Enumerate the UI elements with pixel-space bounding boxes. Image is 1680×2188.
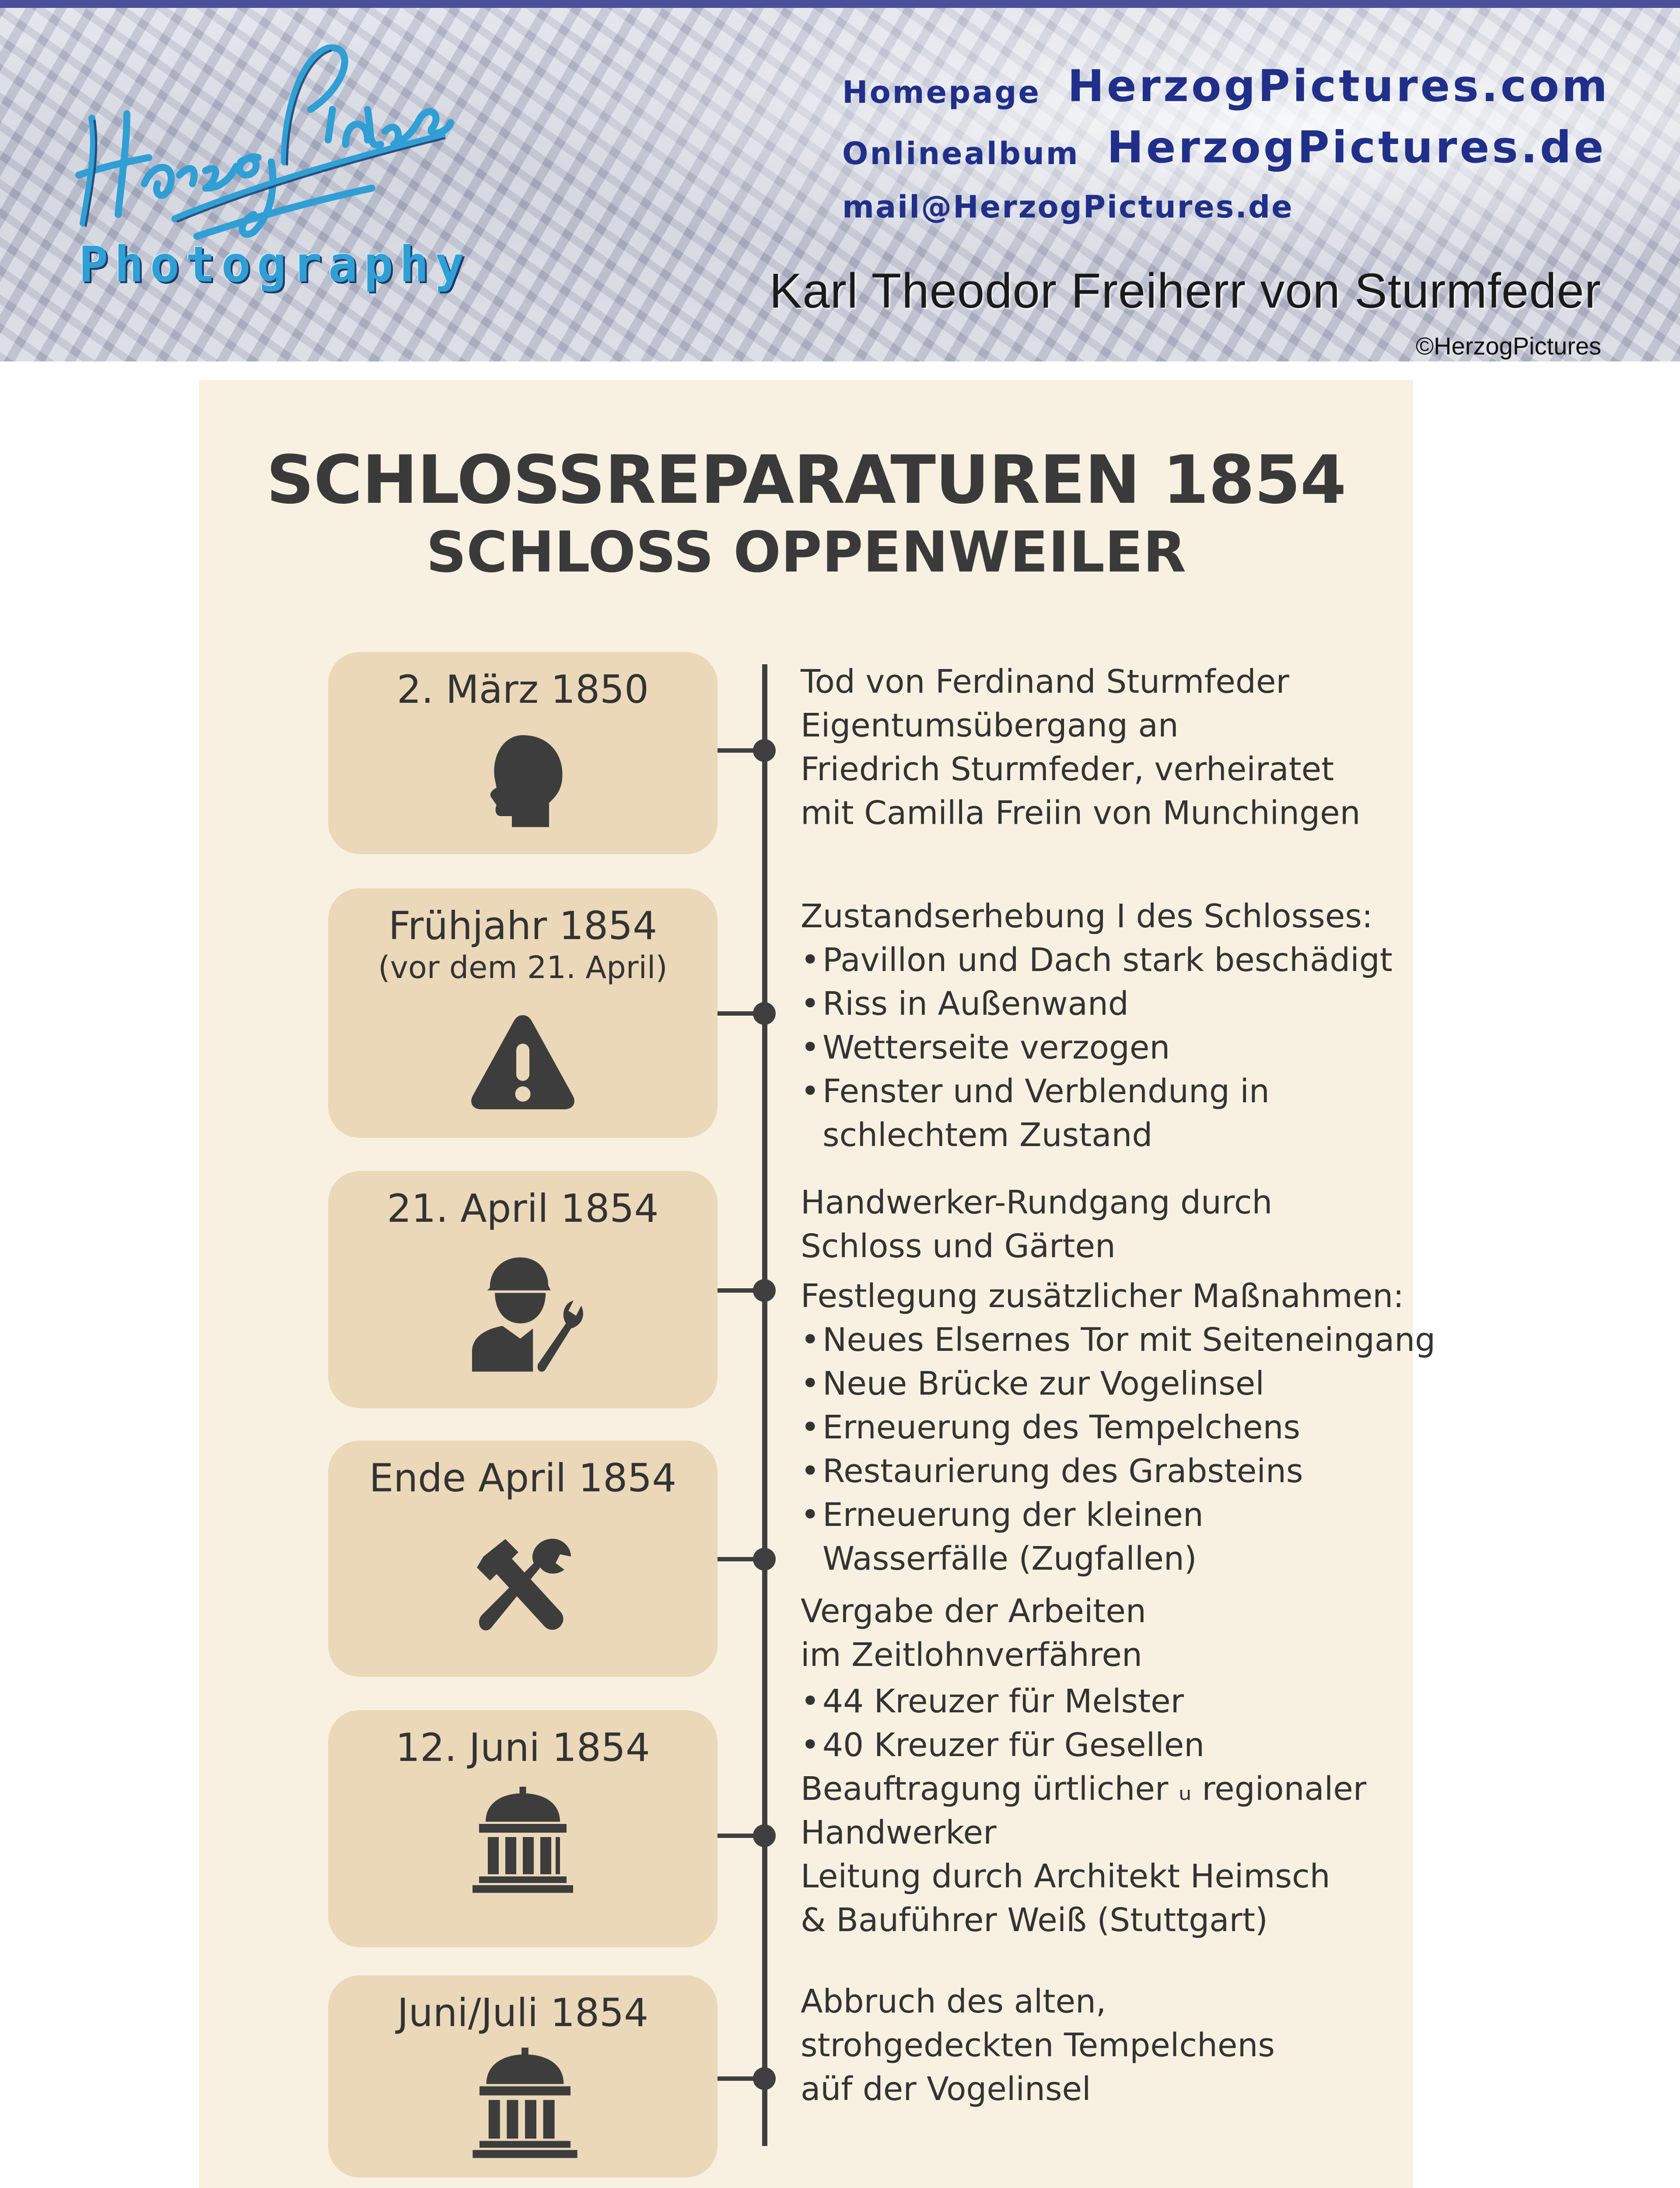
description-line: Handwerker-Rundgang durch — [801, 1184, 1273, 1221]
timeline-line — [762, 664, 767, 2146]
logo-wordmark: Photography — [79, 236, 471, 293]
description-bullet: • Riss in Außenwand — [801, 982, 1387, 1026]
description-continuation: schlechtem Zustand — [822, 1116, 1153, 1154]
worker-wrench-icon — [459, 1250, 586, 1377]
homepage-label: Homepage — [842, 74, 1041, 110]
description-bullet: • Wetterseite verzogen — [801, 1026, 1387, 1069]
description-bullet: • Neue Brücke zur Vogelinsel — [801, 1362, 1387, 1406]
description-bullet: • Fenster und Verblendung in — [801, 1069, 1387, 1113]
description-bullet: • Neues Elsernes Tor mit Seiteneingang — [801, 1318, 1387, 1362]
description-line: mit Camilla Freiin von Munchingen — [801, 794, 1361, 832]
header-copyright: ©HerzogPictures — [1415, 332, 1601, 360]
event-card — [328, 1710, 718, 1947]
event-date: Frühjahr 1854 — [388, 903, 658, 948]
description-line: aüf der Vogelinsel — [801, 2070, 1091, 2108]
dome-building-icon — [468, 1785, 578, 1894]
timeline-dot — [753, 1824, 776, 1847]
header-banner — [0, 0, 1680, 361]
homepage-link[interactable]: HerzogPictures.com — [1068, 60, 1610, 112]
description-line: im Zeitlohnverfähren — [801, 1636, 1142, 1674]
onlinealbum-label: Onlinealbum — [842, 136, 1080, 172]
poster-title: SCHLOSSREPARATUREN 1854 — [266, 441, 1346, 519]
head-silhouette-icon — [468, 726, 578, 836]
event-date: 12. Juni 1854 — [396, 1725, 650, 1770]
event-description — [801, 1980, 1387, 2111]
onlinealbum-link[interactable]: HerzogPictures.de — [1107, 122, 1606, 173]
event-date: Ende April 1854 — [369, 1455, 677, 1501]
event-date: 21. April 1854 — [387, 1186, 659, 1231]
description-line: Abbruch des alten, — [801, 1983, 1106, 2020]
description-line: Eigentumsübergang an — [801, 707, 1179, 744]
logo-script-icon — [66, 31, 459, 258]
infographic-poster — [199, 380, 1436, 2188]
description-bullet: • Erneuerung des Tempelchens — [801, 1406, 1387, 1449]
warning-icon — [468, 1006, 578, 1116]
event-card — [328, 1441, 718, 1677]
description-line: Tod von Ferdinand Sturmfeder — [801, 663, 1289, 701]
description-line: Leitung durch Architekt Heimsch — [801, 1858, 1330, 1895]
timeline-dot — [753, 1279, 776, 1302]
timeline-dot — [753, 739, 776, 762]
event-card — [328, 652, 718, 854]
event-card — [328, 1171, 718, 1408]
event-description — [801, 1589, 1387, 1767]
timeline-dot — [753, 1548, 776, 1571]
description-bullet: • 44 Kreuzer für Melster — [801, 1680, 1387, 1723]
description-line: & Bauführer Weiß (Stuttgart) — [801, 1901, 1268, 1939]
description-bullet: • Restaurierung des Grabsteins — [801, 1449, 1387, 1493]
description-bullet: • 40 Kreuzer für Gesellen — [801, 1723, 1387, 1767]
event-description — [801, 1767, 1387, 1942]
description-continuation: Wasserfälle (Zugfallen) — [822, 1540, 1197, 1578]
timeline-dot — [753, 1002, 776, 1025]
timeline-dot — [753, 2067, 776, 2090]
dome-building-icon — [468, 2041, 582, 2163]
description-bullet: • Pavillon und Dach stark beschädigt — [801, 938, 1387, 982]
mail-link[interactable]: mail@HerzogPictures.de — [842, 189, 1294, 225]
description-heading: Zustandserhebung I des Schlosses: — [801, 898, 1373, 935]
description-line: Handwerker — [801, 1814, 997, 1851]
event-description — [801, 660, 1387, 835]
event-date: Juni/Juli 1854 — [397, 1990, 649, 2035]
header-accent-line — [0, 0, 1680, 8]
event-date: 2. März 1850 — [396, 667, 649, 712]
description-line: Schloss und Gärten — [801, 1227, 1116, 1265]
event-subdate: (vor dem 21. April) — [378, 950, 668, 985]
poster-subtitle: SCHLOSS OPPENWEILER — [426, 520, 1186, 585]
description-line: strohgedeckten Tempelchens — [801, 2027, 1275, 2064]
description-line: Vergabe der Arbeiten — [801, 1592, 1146, 1630]
description-bullet: • Erneuerung der kleinen — [801, 1493, 1387, 1537]
header-title: Karl Theodor Freiherr von Sturmfeder — [769, 263, 1601, 318]
event-description — [801, 1181, 1436, 1581]
description-heading: Festlegung zusätzlicher Maßnahmen: — [801, 1277, 1404, 1315]
description-line: Friedrich Sturmfeder, verheiratet — [801, 750, 1334, 788]
description-line: Beauftragung ürtlicher ᵤ regionaler — [801, 1770, 1367, 1808]
event-description — [801, 894, 1393, 1157]
event-card — [328, 888, 718, 1138]
event-card — [328, 1975, 718, 2177]
hammer-wrench-icon — [468, 1532, 578, 1642]
